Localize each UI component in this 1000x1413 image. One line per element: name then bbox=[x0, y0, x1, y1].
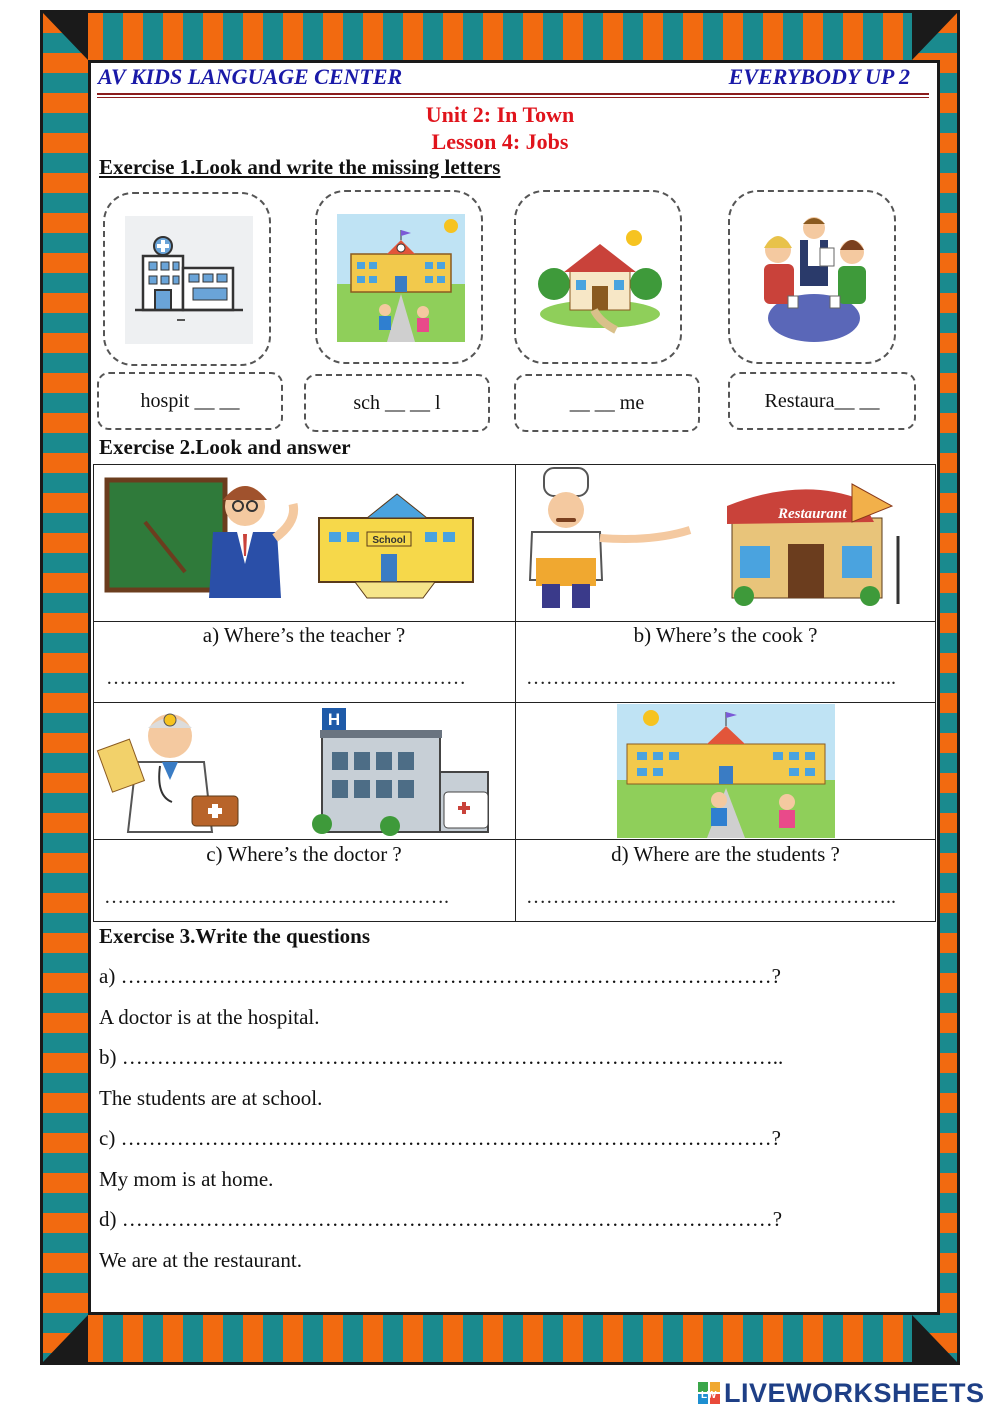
answer-d[interactable]: ……………………………………………….. bbox=[526, 886, 896, 908]
picture-restaurant bbox=[728, 190, 896, 364]
table-divider-row2 bbox=[93, 702, 936, 703]
ex3-line-b[interactable] bbox=[99, 1045, 783, 1070]
exercise2-title: Exercise 2.Look and answer bbox=[99, 435, 351, 459]
ex3-line-d[interactable] bbox=[99, 1207, 782, 1232]
lesson-title: Lesson 4: Jobs bbox=[431, 129, 569, 154]
ex3-label-d: d) bbox=[99, 1207, 117, 1231]
table-divider-row3 bbox=[93, 839, 936, 840]
center-name: AV KIDS LANGUAGE CENTER bbox=[98, 64, 403, 89]
ex3-answer-b: The students are at school. bbox=[99, 1086, 323, 1110]
exercise3-title: Exercise 3.Write the questions bbox=[99, 924, 371, 948]
header-divider-2 bbox=[97, 97, 929, 98]
header-divider bbox=[97, 93, 929, 95]
cook-restaurant-image bbox=[522, 466, 922, 616]
question-c: c) Where’s the doctor ? bbox=[206, 842, 402, 866]
answer-a[interactable]: ……………………………………………… bbox=[106, 667, 466, 689]
course-name: EVERYBODY UP 2 bbox=[728, 64, 910, 89]
ex3-answer-a: A doctor is at the hospital. bbox=[99, 1005, 320, 1029]
school-icon bbox=[337, 214, 465, 342]
restaurant-sign-text: Restaurant bbox=[778, 506, 847, 522]
ex3-answer-d: We are at the restaurant. bbox=[99, 1248, 302, 1272]
ex3-blank-b[interactable]: ………………………………………………………………………………….. bbox=[121, 1045, 784, 1069]
table-divider-row1 bbox=[93, 621, 936, 622]
ex3-blank-c[interactable]: …………………………………………………………………………………? bbox=[120, 1126, 781, 1150]
word-hospital[interactable]: hospit __ __ bbox=[97, 372, 283, 430]
question-b: b) Where’s the cook ? bbox=[633, 623, 818, 647]
brand-text: LIVEWORKSHEETS bbox=[724, 1378, 985, 1408]
question-d: d) Where are the students ? bbox=[611, 842, 840, 866]
hospital-sign-text: H bbox=[327, 710, 341, 729]
ex3-blank-a[interactable]: …………………………………………………………………………………? bbox=[120, 964, 781, 988]
doctor-hospital-image bbox=[100, 706, 510, 836]
word-school[interactable]: sch __ __ l bbox=[304, 374, 490, 432]
house-icon bbox=[536, 222, 664, 332]
picture-school bbox=[315, 190, 483, 364]
teacher-school-image bbox=[105, 472, 505, 614]
school-sign-text: School bbox=[372, 535, 406, 546]
unit-title: Unit 2: In Town bbox=[425, 102, 575, 127]
answer-c[interactable]: ……………………………………………. bbox=[104, 886, 449, 908]
ex3-answer-c: My mom is at home. bbox=[99, 1167, 274, 1191]
ex3-label-a: a) bbox=[99, 964, 116, 988]
ex3-blank-d[interactable]: …………………………………………………………………………………? bbox=[121, 1207, 783, 1231]
picture-home bbox=[514, 190, 682, 364]
ex3-label-c: c) bbox=[99, 1126, 116, 1150]
restaurant-diners-icon bbox=[750, 210, 878, 346]
word-restaurant[interactable]: Restaura__ __ bbox=[728, 372, 916, 430]
hospital-icon bbox=[125, 216, 253, 344]
badge-text: LW bbox=[701, 1390, 717, 1401]
liveworksheets-logo[interactable] bbox=[698, 1378, 985, 1409]
exercise1-title: Exercise 1.Look and write the missing letters bbox=[99, 155, 501, 179]
students-school-image bbox=[617, 704, 835, 838]
picture-hospital bbox=[103, 192, 271, 366]
word-home[interactable]: __ __ me bbox=[514, 374, 700, 432]
ex3-line-a[interactable] bbox=[99, 964, 781, 989]
liveworksheets-badge-icon bbox=[698, 1382, 720, 1404]
ex3-label-b: b) bbox=[99, 1045, 117, 1069]
question-a: a) Where’s the teacher ? bbox=[202, 623, 406, 647]
ex3-line-c[interactable] bbox=[99, 1126, 781, 1151]
answer-b[interactable]: ……………………………………………….. bbox=[526, 667, 896, 689]
